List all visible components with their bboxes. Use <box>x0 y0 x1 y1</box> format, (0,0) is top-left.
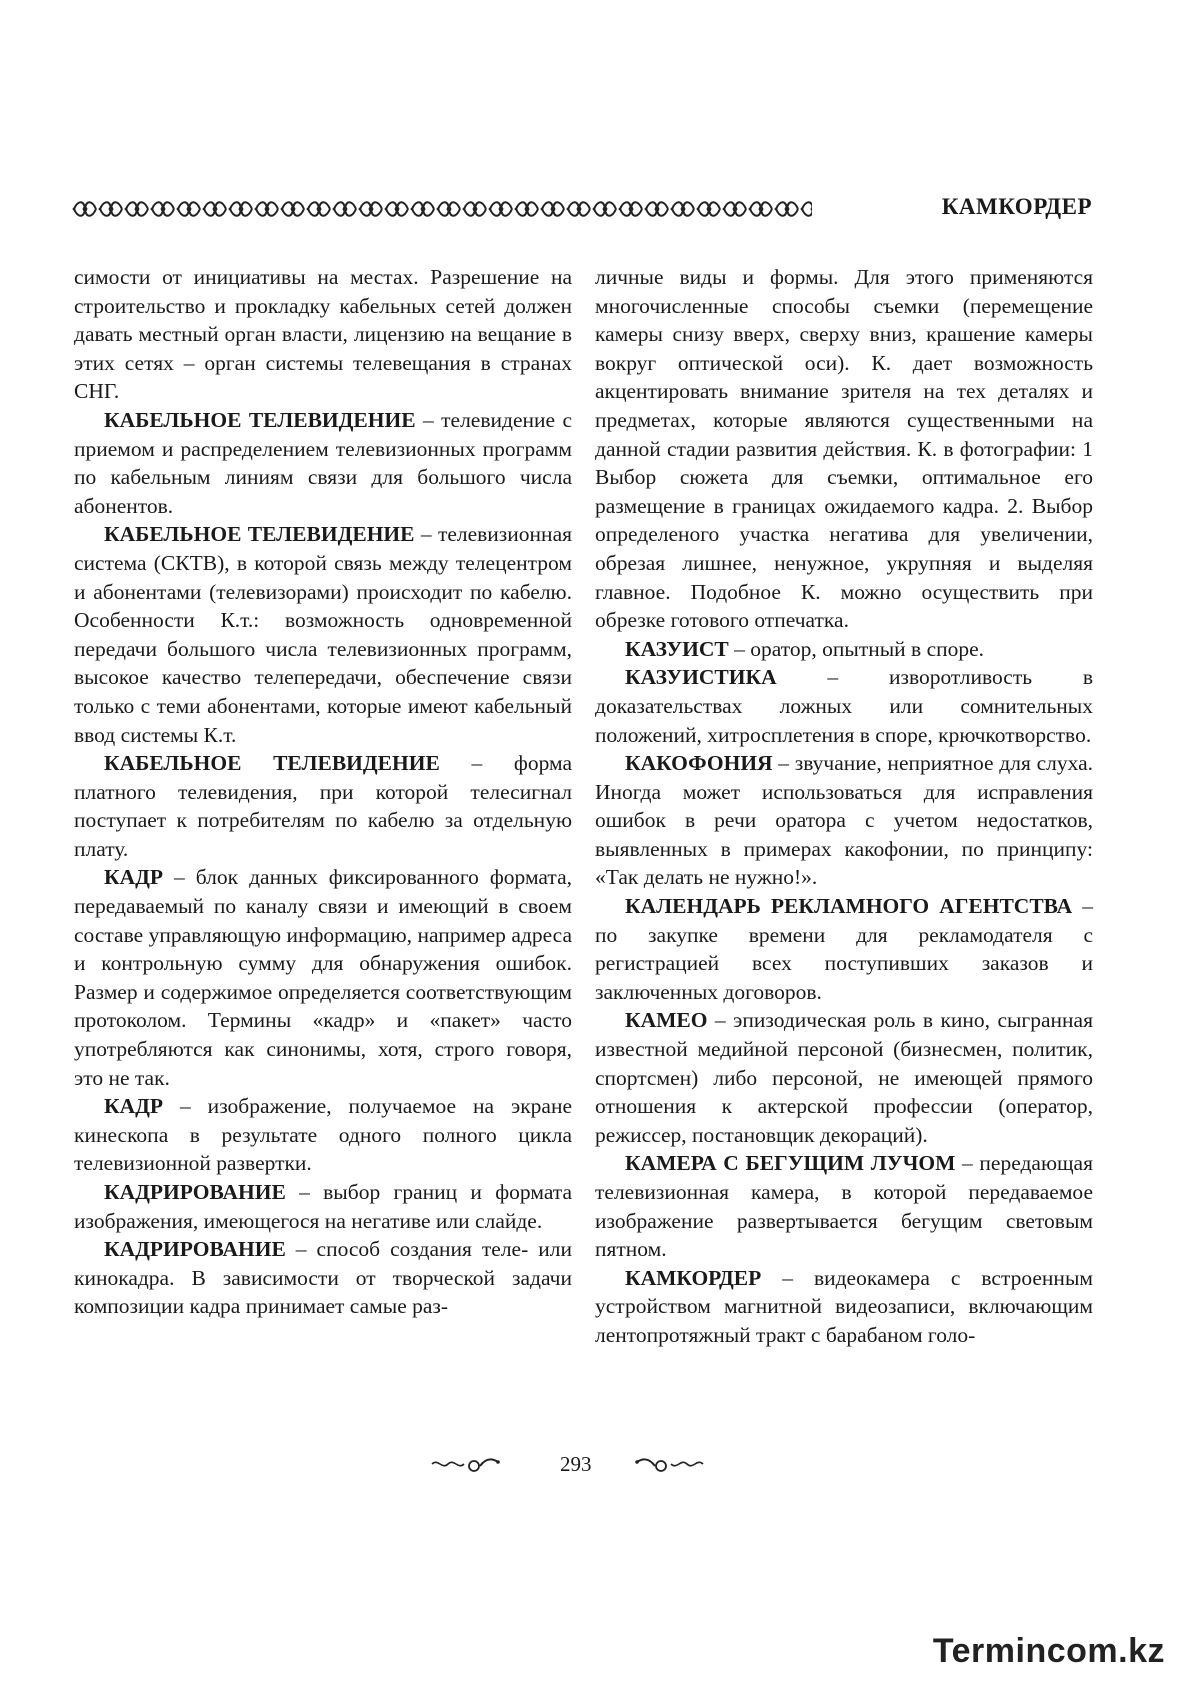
dictionary-entry <box>74 749 572 863</box>
dictionary-entry <box>595 263 1093 635</box>
entry-term: КАДРИРОВАНИЕ <box>104 1237 286 1262</box>
dictionary-entry <box>595 635 1093 664</box>
dictionary-entry <box>595 1149 1093 1263</box>
dictionary-entry <box>595 749 1093 892</box>
footer-ornament-right-icon <box>633 1456 705 1476</box>
entry-term: КАМКОРДЕР <box>625 1265 762 1290</box>
dictionary-entry <box>595 1006 1093 1149</box>
entry-definition: личные виды и формы. Для этого применяются многочисленные способы съемки (перемещение камеры снизу вверх, сверху вниз, крашение камеры вокруг оптической оси). К. дает возможность акцентировать внимание зрителя на тех деталях и предметах, которые являются существенными на данной стадии развития действия. К. в фотографии: 1 Выбор сюжета для съемки, оптимальное его размещение в границах ожидаемого кадра. 2. Выбор определеного участка негатива для увеличении, обрезая лишнее, ненужное, укрупняя и выделяя главное. Подобное К. можно осуществить при обрезке готового отпечатка. <box>595 265 1093 633</box>
entry-definition: – телевизионная система (СКТВ), в которой связь между телецентром и абонентами (телевизорами) происходит по кабелю. Особенности К.т.: возможность одновременной передачи большого числа телевизионных программ, высокое качество телепередачи, обеспечение связи только с теми абонентами, которые имеют кабельный ввод системы К.т. <box>74 522 572 747</box>
entry-definition: – телевидение с приемом и распределением телевизионных программ по кабельным линиям связи для большого числа абонентов. <box>74 407 572 518</box>
entry-term: КАЗУИСТ <box>625 636 729 661</box>
dictionary-entry <box>74 1235 572 1321</box>
dictionary-entry <box>74 1092 572 1178</box>
dictionary-entry <box>74 263 572 406</box>
entry-term: КАМЕРА С БЕГУЩИМ ЛУЧОМ <box>625 1151 956 1176</box>
page-footer <box>0 1452 1191 1482</box>
page-header <box>72 190 1092 230</box>
dictionary-entry <box>74 406 572 520</box>
dictionary-entry <box>595 663 1093 749</box>
entry-term: КАКОФОНИЯ <box>625 751 773 776</box>
entry-term: КАМЕО <box>625 1008 708 1033</box>
watermark-brand: Termincom.kz <box>932 1632 1165 1670</box>
entry-definition: – блок данных фиксированного формата, передаваемый по каналу связи и имеющий в своем составе управляющую информацию, например адреса и контрольную сумму для обнаружения ошибок. Размер и содержимое определяется соответствующим протоколом. Термины «кадр» и «пакет» часто употребляются как синонимы, хотя, строго говоря, это не так. <box>74 865 572 1090</box>
entry-term: КАДРИРОВАНИЕ <box>104 1180 286 1204</box>
page-number: 293 <box>560 1452 592 1476</box>
entry-term: КАЛЕНДАРЬ РЕКЛАМНОГО АГЕНТСТВА <box>625 894 1073 919</box>
entry-definition: – видеокамера с встроенным устройством магнитной видеозаписи, включающим лентопротяжный тракт с барабаном голо- <box>595 1265 1093 1347</box>
left-column <box>74 263 572 1321</box>
entry-term: КАДР <box>104 865 164 890</box>
entry-definition: симости от инициативы на местах. Разрешение на строительство и прокладку кабельных сетей должен давать местный орган власти, лицензию на вещание в этих сетях – орган системы телевещания в странах СНГ. <box>74 265 572 404</box>
entry-definition: – эпизодическая роль в кино, сыгранная известной медийной персоной (бизнесмен, политик, спортсмен) либо персоной, не имеющей прямого отношения к актерской профессии (оператор, режиссер, постановщик декораций). <box>595 1008 1093 1147</box>
entry-definition: – способ создания теле- или кинокадра. В зависимости от творческой задачи композиции кадра принимает самые раз- <box>74 1237 572 1319</box>
entry-definition: – оратор, опытный в споре. <box>728 636 985 661</box>
ornament-band <box>72 196 812 222</box>
dictionary-entry <box>74 863 572 1092</box>
right-column <box>595 263 1093 1350</box>
running-head: КАМКОРДЕР <box>941 194 1092 219</box>
entry-definition: – форма платного телевидения, при которой телесигнал поступает к потребителям по кабелю за отдельную плату. <box>74 751 572 861</box>
entry-definition: – изображение, получаемое на экране кинескопа в результате одного полного цикла телевизионной развертки. <box>74 1094 572 1176</box>
entry-definition: – передающая телевизионная камера, в которой передаваемое изображение развертывается бегущим световым пятном. <box>595 1151 1093 1262</box>
entry-term: КАЗУИСТИКА <box>625 665 777 690</box>
entry-term: КАБЕЛЬНОЕ ТЕЛЕВИДЕНИЕ <box>104 522 415 547</box>
dictionary-entry <box>595 1264 1093 1350</box>
entry-definition: – изворотливость в доказательствах ложных или сомнительных положений, хитросплетения в споре, крючкотворство. <box>595 665 1093 747</box>
entry-term: КАДР <box>104 1094 164 1119</box>
dictionary-entry <box>595 892 1093 1006</box>
footer-ornament-left-icon <box>430 1456 502 1476</box>
entry-definition: – по закупке времени для рекламодателя с регистрацией всех поступивших заказов и заключенных договоров. <box>595 894 1093 1004</box>
entry-definition: – звучание, неприятное для слуха. Иногда может использоваться для исправления ошибок в речи оратора с учетом недостатков, выявленных в примерах какофонии, по принципу: «Так делать не нужно!». <box>595 751 1093 890</box>
entry-term: КАБЕЛЬНОЕ ТЕЛЕВИДЕНИЕ <box>104 407 416 432</box>
entry-definition: – выбор границ и формата изображения, имеющегося на негативе или слайде. <box>74 1180 572 1233</box>
entry-term: КАБЕЛЬНОЕ ТЕЛЕВИДЕНИЕ <box>104 751 440 776</box>
dictionary-entry <box>74 520 572 749</box>
dictionary-entry <box>74 1178 572 1235</box>
